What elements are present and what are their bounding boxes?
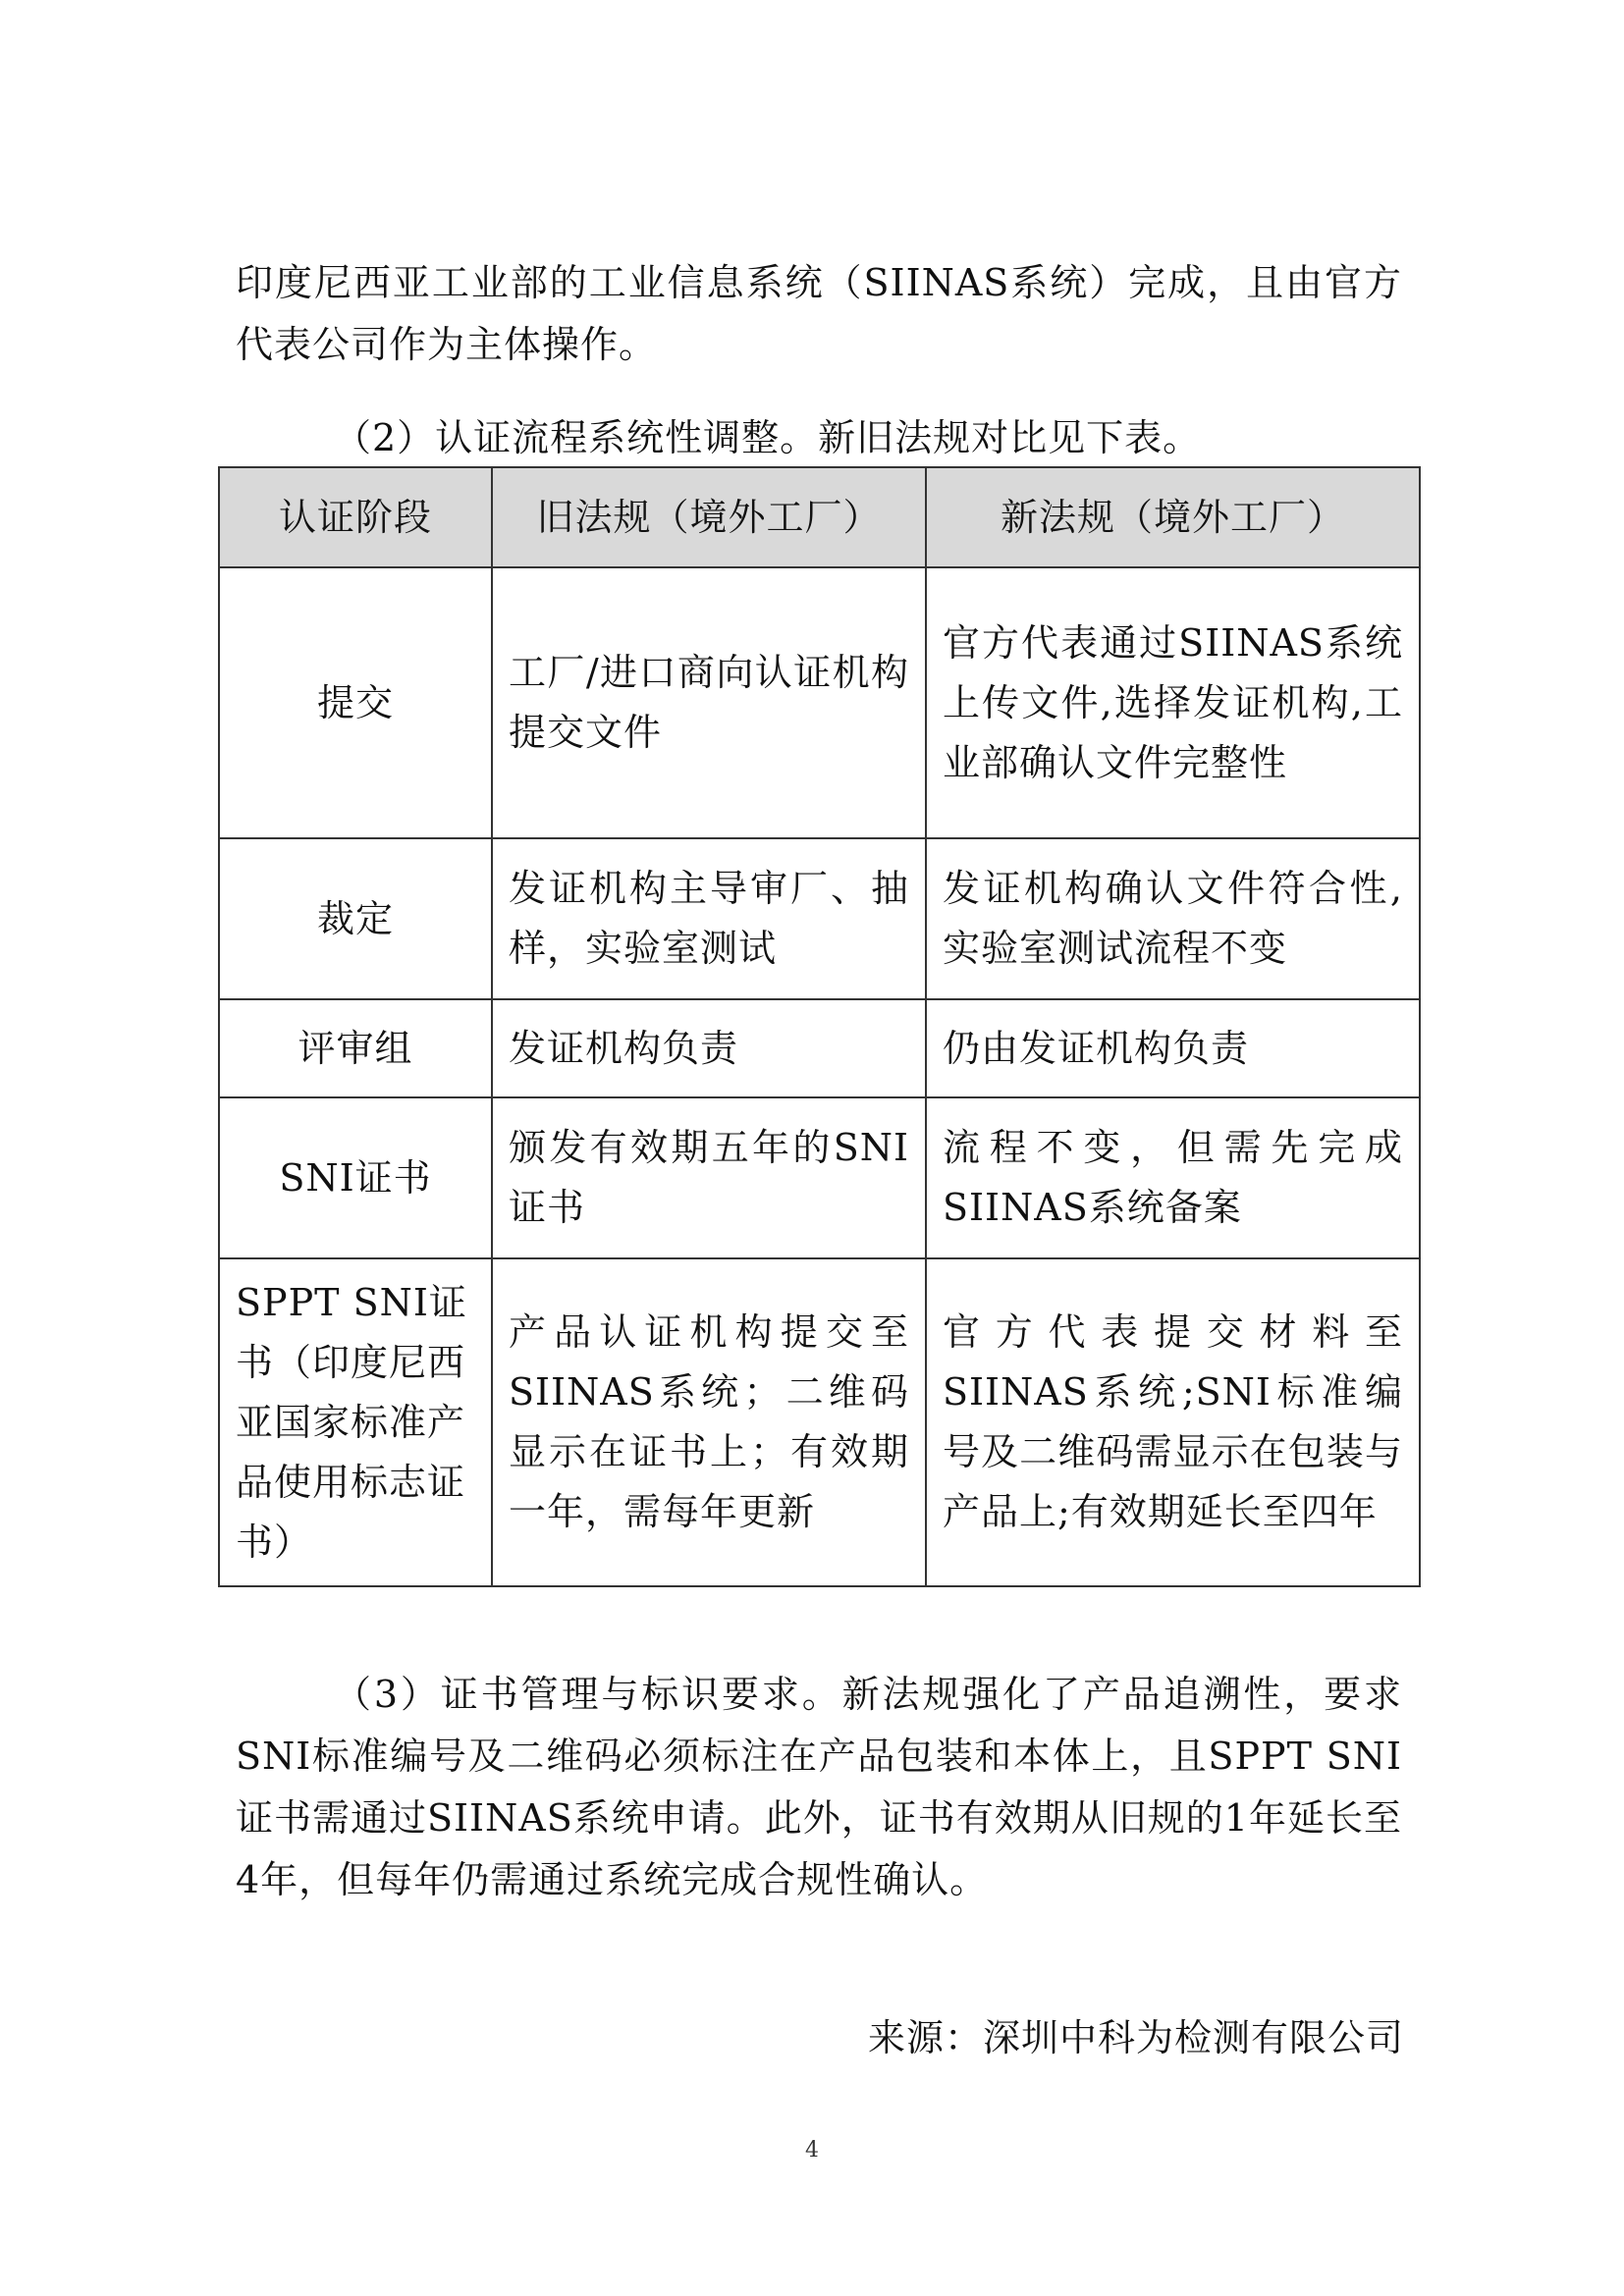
- page-number: 4: [805, 2138, 819, 2163]
- table-row: [219, 1097, 1420, 1258]
- new-regulation-cell: 发证机构确认文件符合性,实验室测试流程不变: [926, 838, 1420, 999]
- table-row: [219, 1258, 1420, 1586]
- table-row: [219, 999, 1420, 1097]
- table-row: [219, 838, 1420, 999]
- regulation-comparison-table: [218, 466, 1421, 1587]
- stage-cell: 提交: [219, 567, 492, 838]
- new-regulation-cell: 流程不变，但需先完成SIINAS系统备案: [926, 1097, 1420, 1258]
- new-regulation-cell: 仍由发证机构负责: [926, 999, 1420, 1097]
- old-regulation-cell: 发证机构主导审厂、抽样，实验室测试: [492, 838, 926, 999]
- stage-cell: SNI证书: [219, 1097, 492, 1258]
- table-header-row: [219, 467, 1420, 567]
- table-row: [219, 567, 1420, 838]
- source-attribution: 来源：深圳中科为检测有限公司: [867, 2016, 1404, 2059]
- old-regulation-cell: 工厂/进口商向认证机构提交文件: [492, 567, 926, 838]
- header-old-regulation: 旧法规（境外工厂）: [492, 467, 926, 567]
- new-regulation-cell: 官方代表通过SIINAS系统上传文件,选择发证机构,工业部确认文件完整性: [926, 567, 1420, 838]
- old-regulation-cell: 颁发有效期五年的SNI证书: [492, 1097, 926, 1258]
- stage-cell: 评审组: [219, 999, 492, 1097]
- section-3-paragraph: （3）证书管理与标识要求。新法规强化了产品追溯性，要求SNI标准编号及二维码必须标注在产品包装和本体上，且SPPT SNI证书需通过SIINAS系统申请。此外，证书有效期从旧规的1年延长至4年，但每年仍需通过系统完成合规性确认。: [236, 1673, 1402, 1901]
- new-regulation-cell: 官方代表提交材料至SIINAS系统;SNI标准编号及二维码需显示在包装与产品上;有效期延长至四年: [926, 1258, 1420, 1586]
- stage-cell: 裁定: [219, 838, 492, 999]
- old-regulation-cell: 发证机构负责: [492, 999, 926, 1097]
- old-regulation-cell: 产品认证机构提交至SIINAS系统；二维码显示在证书上；有效期一年，需每年更新: [492, 1258, 926, 1586]
- intro-paragraph: 印度尼西亚工业部的工业信息系统（SIINAS系统）完成，且由官方代表公司作为主体操作。: [236, 261, 1402, 366]
- header-stage: 认证阶段: [219, 467, 492, 567]
- stage-cell: SPPT SNI证书（印度尼西亚国家标准产品使用标志证书）: [219, 1258, 492, 1586]
- section-2-paragraph: （2）认证流程系统性调整。新旧法规对比见下表。: [334, 416, 1202, 459]
- header-new-regulation: 新法规（境外工厂）: [926, 467, 1420, 567]
